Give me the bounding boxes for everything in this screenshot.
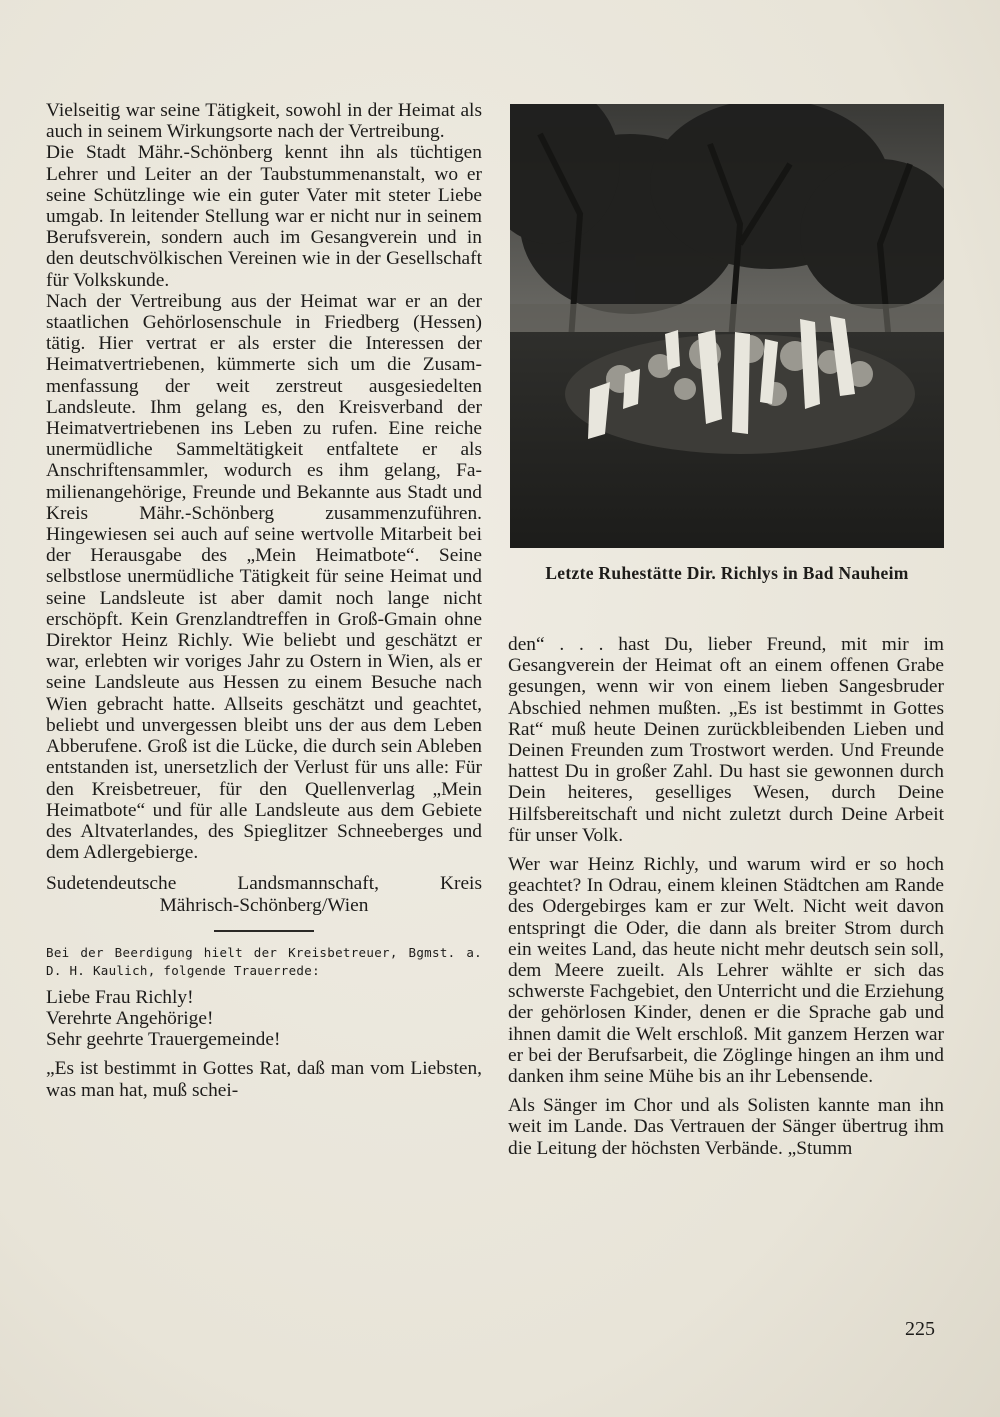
photo-caption: Letzte Ruhestätte Dir. Richlys in Bad Nauheim <box>545 563 909 583</box>
grave-wreaths-photo <box>510 104 944 548</box>
left-column <box>46 100 482 1101</box>
signature-line-1: Sudetendeutsche Landsmannschaft, Kreis <box>46 873 482 895</box>
page-number: 225 <box>905 1318 935 1340</box>
funeral-note: Bei der Beerdigung hielt der Kreisbetreuer, Bgmst. a. D. H. Kaulich, folgende Trauerrede: <box>46 944 482 979</box>
greeting <box>46 987 482 1051</box>
paragraph-speech-start: „Es ist bestimmt in Gottes Rat, daß man vom Liebsten, was man hat, muß schei- <box>46 1058 482 1101</box>
paragraph-singer: Als Sänger im Chor und als Solisten kannte man ihn weit im Lande. Das Vertrauen der Sänger übertrug ihm die Leitung der höchsten Verbände. „Stumm <box>508 1095 944 1159</box>
paragraph-city: Die Stadt Mähr.-Schönberg kennt ihn als tüchtigen Lehrer und Leiter an der Taubstummenanstalt, wo er seine Schützlinge wie ein guter Vater mit steter Liebe umgab. In leitender Stellung war er nicht nur in seinem Berufsverein, sondern auch im Gesangverein und in den deutschvölkischen Vereinen wie in der Gesellschaft für Volkskunde. <box>46 142 482 291</box>
paragraph-song: den“ . . . hast Du, lieber Freund, mit mir im Gesangverein der Heimat oft an einem offenen Grabe gesungen, wenn wir von einem lieben Sangesbruder Abschied nehmen mußten. „Es ist bestimmt in Gottes Rat“ muß heute Deinen zurückbleibenden Lieben und Deinen Freunden zum Trostwort werden. Und Freunde hattest Du in großer Zahl. Du hast sie gewonnen durch Dein heiteres, geselliges Wesen, durch Deine Hilfsbereitschaft und nicht zuletzt durch Deine Arbeit für unser Volk. <box>508 634 944 846</box>
divider-rule <box>214 930 314 932</box>
paragraph-after-expulsion: Nach der Vertreibung aus der Heimat war er an der staatlichen Gehörlosenschule in Friedberg (Hessen) tätig. Hier vertrat er als erster die Interessen der Heimatvertriebenen, kümmerte sich um die Zusammenfassung der weit zerstreut ausgesiedelten Landsleute. Ihm gelang es, den Kreisverband der Heimatvertriebenen ins Leben zu rufen. Eine reiche unermüdliche Sammeltätigkeit entfaltete er als Anschriftensammler, wodurch es ihm gelang, Familienangehörige, Freunde und Bekannte aus Stadt und Kreis Mähr.-Schönberg zusammenzuführen. Hingewiesen sei auch auf seine wertvolle Mitarbeit bei der Herausgabe des „Mein Heimatbote“. Seine selbstlose unermüdliche Tätigkeit für seine Heimat und seine Landsleute ist aber damit noch lange nicht erschöpft. Kein Grenzlandtreffen in Groß-Gmain ohne Direktor Heinz Richly. Wie beliebt und geschätzt er war, erlebten wir voriges Jahr zu Ostern in Wien, als er seine Landsleute aus Hessen zu einem Besuche nach Wien gebracht hatte. Allseits geschätzt und geachtet, beliebt und unvergessen bleibt uns der aus dem Leben Abberufene. Groß ist die Lücke, die durch sein Ableben entstanden ist, unersetzlich der Verlust für uns alle: Für den Kreisbetreuer, für den Quellenverlag „Mein Heimatbote“ und für alle Landsleute aus dem Gebiete des Altvaterlandes, des Spieglitzer Schneeberges und dem Adlergebierge. <box>46 290 482 864</box>
right-column <box>508 634 944 1159</box>
greeting-line: Sehr geehrte Trauergemeinde! <box>46 1029 281 1051</box>
paragraph-who-was: Wer war Heinz Richly, und warum wird er so hoch geachtet? In Odrau, einem kleinen Städtchen am Rande des Odergebirges kam er zur Welt. Nicht weit davon entspringt die Oder, die dann als breiter Strom durch ein weites Land, das heute nicht mehr deutsch sein soll, dem Meere zueilt. Als Lehrer wählte er sich das schwerste Fachgebiet, den Unterricht und die Erziehung der gehörlosen Kinder, denen er die Sprache gab und ihnen damit die Welt erschloß. Mit ganzem Herzen war er bei der Berufsarbeit, die Zöglinge hingen an ihm und danken ihm seine Mühe bis an ihr Lebensende. <box>508 854 944 1088</box>
photo-image <box>510 104 944 548</box>
greeting-line: Verehrte Angehörige! <box>46 1007 214 1029</box>
paragraph-intro: Vielseitig war seine Tätigkeit, sowohl in der Heimat als auch in seinem Wirkungsorte nach der Vertreibung. <box>46 100 482 143</box>
signature <box>46 873 482 915</box>
signature-line-2: Mährisch-Schönberg/Wien <box>159 894 369 916</box>
greeting-line: Liebe Frau Richly! <box>46 986 194 1008</box>
